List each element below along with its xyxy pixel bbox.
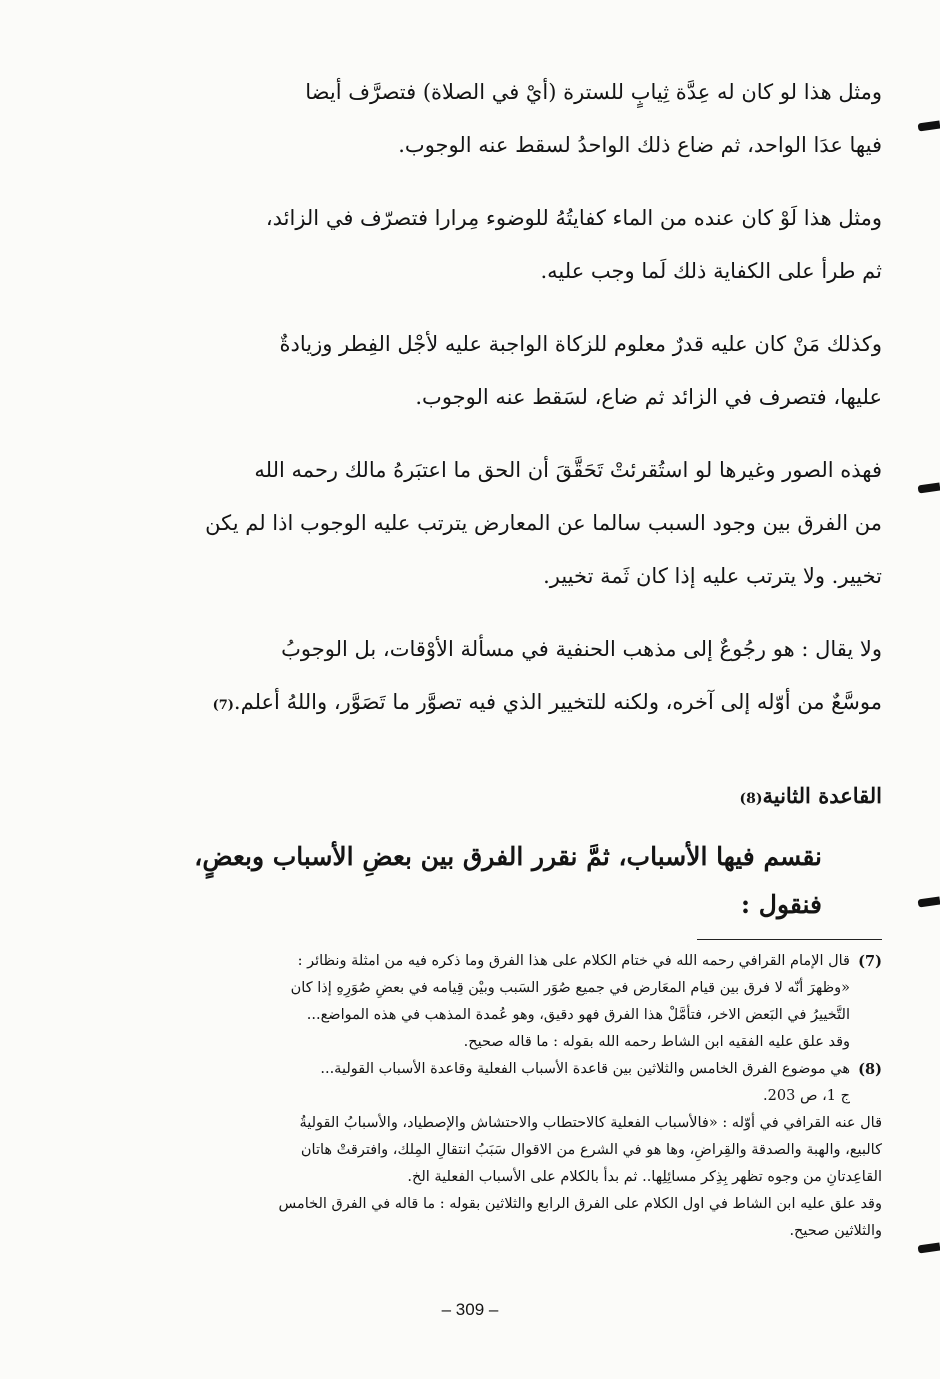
footnote-body [130, 948, 850, 1056]
footnote-line: هي موضوع الفرق الخامس والثلاثين بين قاعدة الأسباب الفعلية وقاعدة الأسباب القولية... [320, 1061, 850, 1077]
binding-mark [918, 1243, 940, 1254]
text-line: تخيير. ولا يترتب عليه إذا كان ثَمة تخيير. [543, 564, 882, 588]
footnote-continuation [130, 1110, 882, 1245]
text-line: عليها، فتصرف في الزائد ثم ضاع، لسَقط عنه الوجوب. [415, 385, 882, 409]
footnote-line: قال عنه القرافي في أوّله : «فالأسباب الفعلية كالاحتطاب والاحتشاش والإصطياد، والأسبابُ القوليةُ [299, 1115, 882, 1131]
section-heading [130, 776, 882, 819]
footnote [130, 1056, 882, 1110]
paragraph [130, 192, 882, 298]
footnote-number: (8) [858, 1061, 882, 1078]
text-line: فهذه الصور وغيرها لو استُقرئتْ تَحَقَّقَ أن الحق ما اعتبَرهُ مالك رحمه الله [254, 458, 882, 482]
footnote-line: ج 1، ص 203. [763, 1088, 850, 1104]
footnote-line: قال الإمام القرافي رحمه الله في ختام الكلام على هذا الفرق وما ذكره فيه من امثلة ونظائر : [297, 953, 850, 969]
footnotes [130, 948, 882, 1245]
text-line: فيها عدَا الواحد، ثم ضاع ذلك الواحدُ لسقط عنه الوجوب. [398, 133, 882, 157]
main-text [130, 66, 882, 732]
footnote-line: والثلاثين صحيح. [789, 1223, 882, 1239]
footnote-line: القاعِدتانِ من وجوه تظهر بِذِكر مسائِلِها.. ثم بدأ بالكلام على الأسباب الفعلية الخ. [407, 1169, 882, 1185]
binding-mark [918, 897, 940, 908]
page-number: – 309 – [441, 1300, 499, 1319]
lead-paragraph: نقسم فيها الأسباب، ثمَّ نقرر الفرق بين بعضِ الأسباب وبعضٍ، فنقول : [194, 842, 822, 919]
footnote-ref[interactable]: (8) [739, 791, 763, 807]
paragraph [130, 444, 882, 603]
footnote-line: وقد علق عليه ابن الشاط في اول الكلام على الفرق الرابع والثلاثين بقوله : ما قاله في الفرق الخامس [278, 1196, 882, 1212]
text-line: ومثل هذا لَوْ كان عنده من الماء كفايتُهُ للوضوء مِرارا فتصرّف في الزائد، [265, 206, 882, 230]
binding-mark [918, 483, 940, 494]
footnote-line: كالبيع، والهبة والصدقة والقِراضِ، وها هو في الشرع من الاقوال سَبَبُ انتقالِ المِلك، وافترقتْ هاتان [300, 1142, 882, 1158]
heading-text: القاعدة الثانية [762, 783, 882, 808]
footnote-number: (7) [858, 953, 882, 970]
text-line: موسَّعٌ من أوّله إلى آخره، ولكنه للتخيير الذي فيه تصوَّر ما تَصَوَّر، واللهُ أعلم. [233, 690, 882, 714]
text-line: ثم طرأ على الكفاية ذلك لَما وجب عليه. [540, 259, 882, 283]
footnote-ref[interactable]: (7) [212, 698, 234, 713]
text-line: من الفرق بين وجود السبب سالما عن المعارض يترتب عليه الوجوب اذا لم يكن [205, 511, 882, 535]
text-line: ومثل هذا لو كان له عِدَّة ثِيابٍ للسترة (أيْ في الصلاة) فتصرَّف أيضا [305, 80, 882, 104]
footnote-line: «وظهرَ أنّه لا فرق بين قيام المعَارض في جميع صُوَر السَبب وبيْن قِيامه في بعضِ صُوَرِهِ إذا كان [290, 980, 850, 996]
text-line: وكذلك مَنْ كان عليه قدرٌ معلوم للزكاة الواجبة عليه لأجْل الفِطر وزيادةٌ [279, 332, 882, 356]
footnote-line: التَّخييرُ في البَعض الاخر، فتأمَّلْ هذا الفرق فهو دقيق، وهو عُمدة المذهب في هذه المواضع... [306, 1007, 850, 1023]
text-line: ولا يقال : هو رجُوعٌ إلى مذهب الحنفية في مسألة الأوْقات، بل الوجوبُ [281, 637, 882, 661]
paragraph [130, 623, 882, 732]
footnote [130, 948, 882, 1056]
footnote-divider [697, 939, 882, 940]
footnote-body [130, 1056, 850, 1110]
binding-mark [918, 121, 940, 132]
paragraph [130, 66, 882, 172]
footnote-line: وقد علق عليه الفقيه ابن الشاط رحمه الله بقوله : ما قاله صحيح. [463, 1034, 850, 1050]
page-body [130, 66, 882, 1245]
paragraph [130, 318, 882, 424]
